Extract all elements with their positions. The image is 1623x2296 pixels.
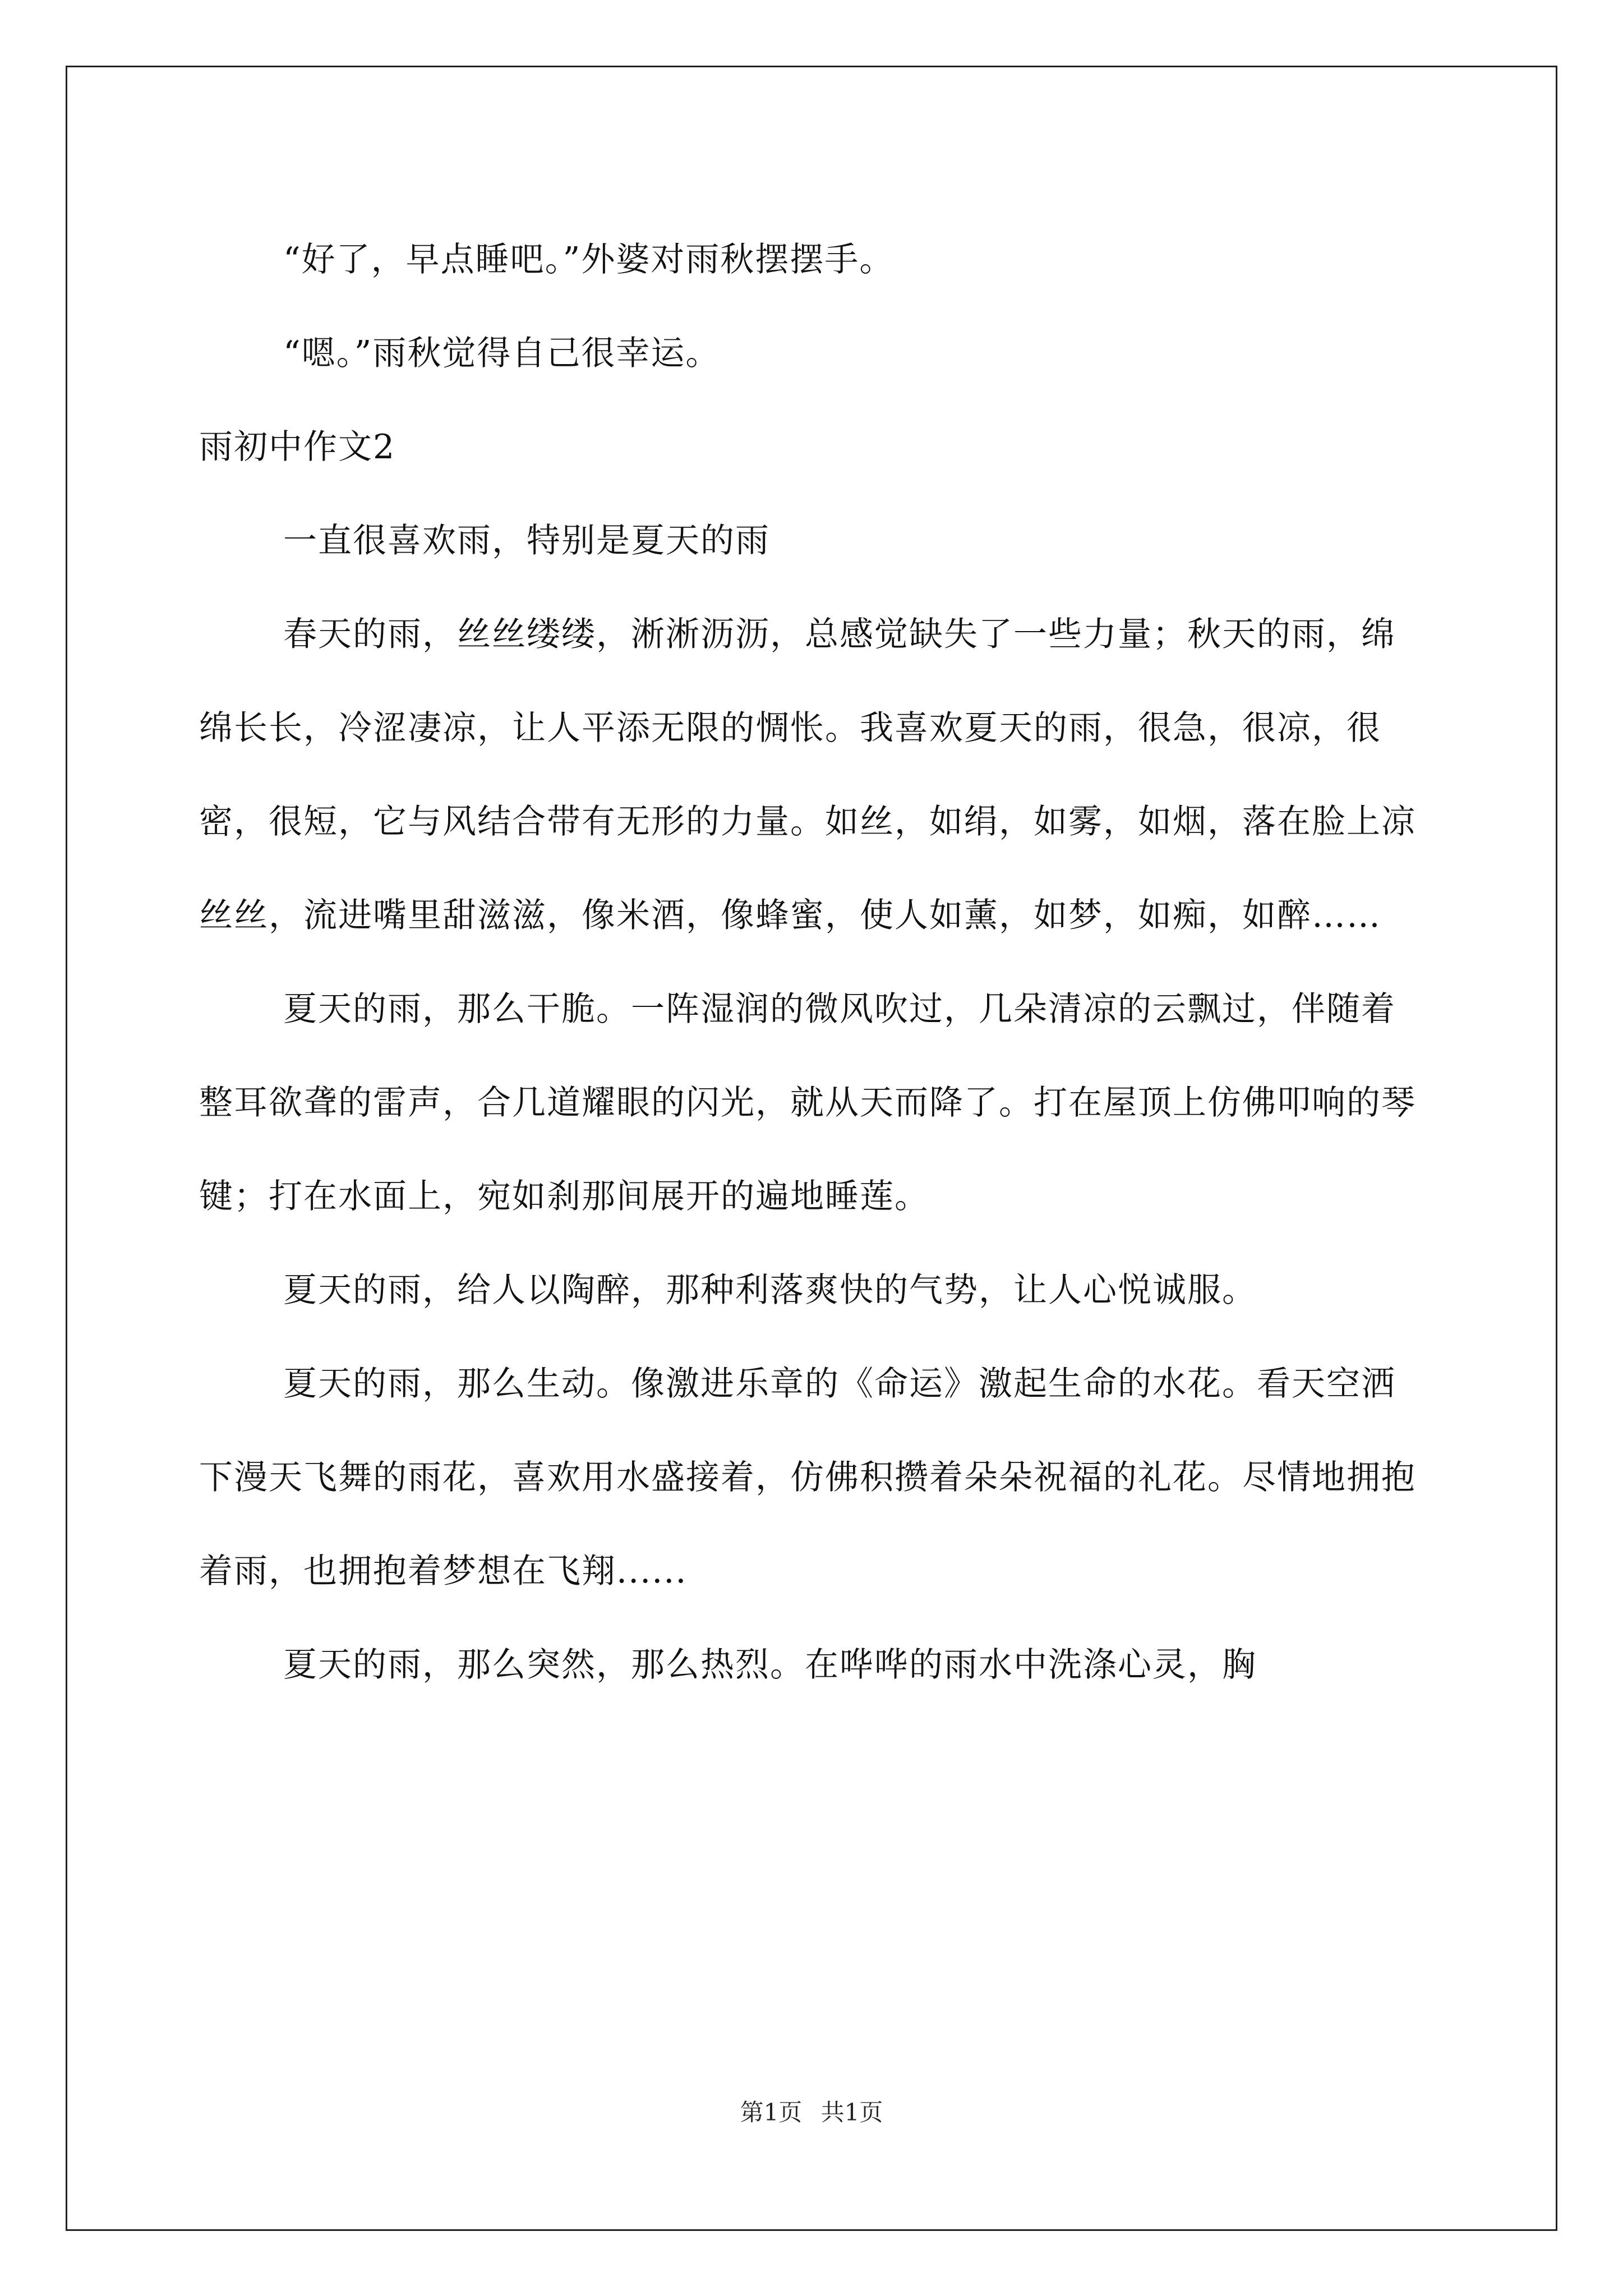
page-total: 共1页 [820, 2099, 883, 2126]
page-footer [0, 2094, 1623, 2128]
page-number: 第1页 [740, 2099, 803, 2126]
paragraph: 夏天的雨，给人以陶醉，那种利落爽快的气势，让人心悦诚服。 [283, 1271, 1257, 1310]
paragraph: 夏天的雨，那么突然，那么热烈。在哗哗的雨水中洗涤心灵，胸 [283, 1645, 1257, 1685]
paragraph: 春天的雨，丝丝缕缕，淅淅沥沥，总感觉缺失了一些力量；秋天的雨，绵绵长长，冷涩凄凉，让人平添无限的惆怅。我喜欢夏天的雨，很急，很凉，很密，很短，它与风结合带有无形的力量。如丝，如绢，如雾，如烟，落在脸上凉丝丝，流进嘴里甜滋滋，像米酒，像蜂蜜，使人如薰，如梦，如痴，如醉…… [199, 615, 1416, 935]
paragraph: 夏天的雨，那么生动。像激进乐章的《命运》激起生命的水花。看天空洒下漫天飞舞的雨花，喜欢用水盛接着，仿佛积攒着朵朵祝福的礼花。尽情地拥抱着雨，也拥抱着梦想在飞翔...... [199, 1364, 1416, 1591]
paragraph: “好了，早点睡吧。”外婆对雨秋摆摆手。 [283, 240, 895, 279]
section-heading: 雨初中作文2 [199, 427, 396, 467]
paragraph: 夏天的雨，那么干脆。一阵湿润的微风吹过，几朵清凉的云飘过，伴随着整耳欲聋的雷声，合几道耀眼的闪光，就从天而降了。打在屋顶上仿佛叩响的琴键；打在水面上，宛如刹那间展开的遍地睡莲。 [199, 990, 1416, 1216]
paragraph: “嗯。”雨秋觉得自己很幸运。 [283, 334, 721, 373]
paragraph: 一直很喜欢雨，特别是夏天的雨 [283, 521, 770, 560]
document-body [199, 213, 1422, 1712]
